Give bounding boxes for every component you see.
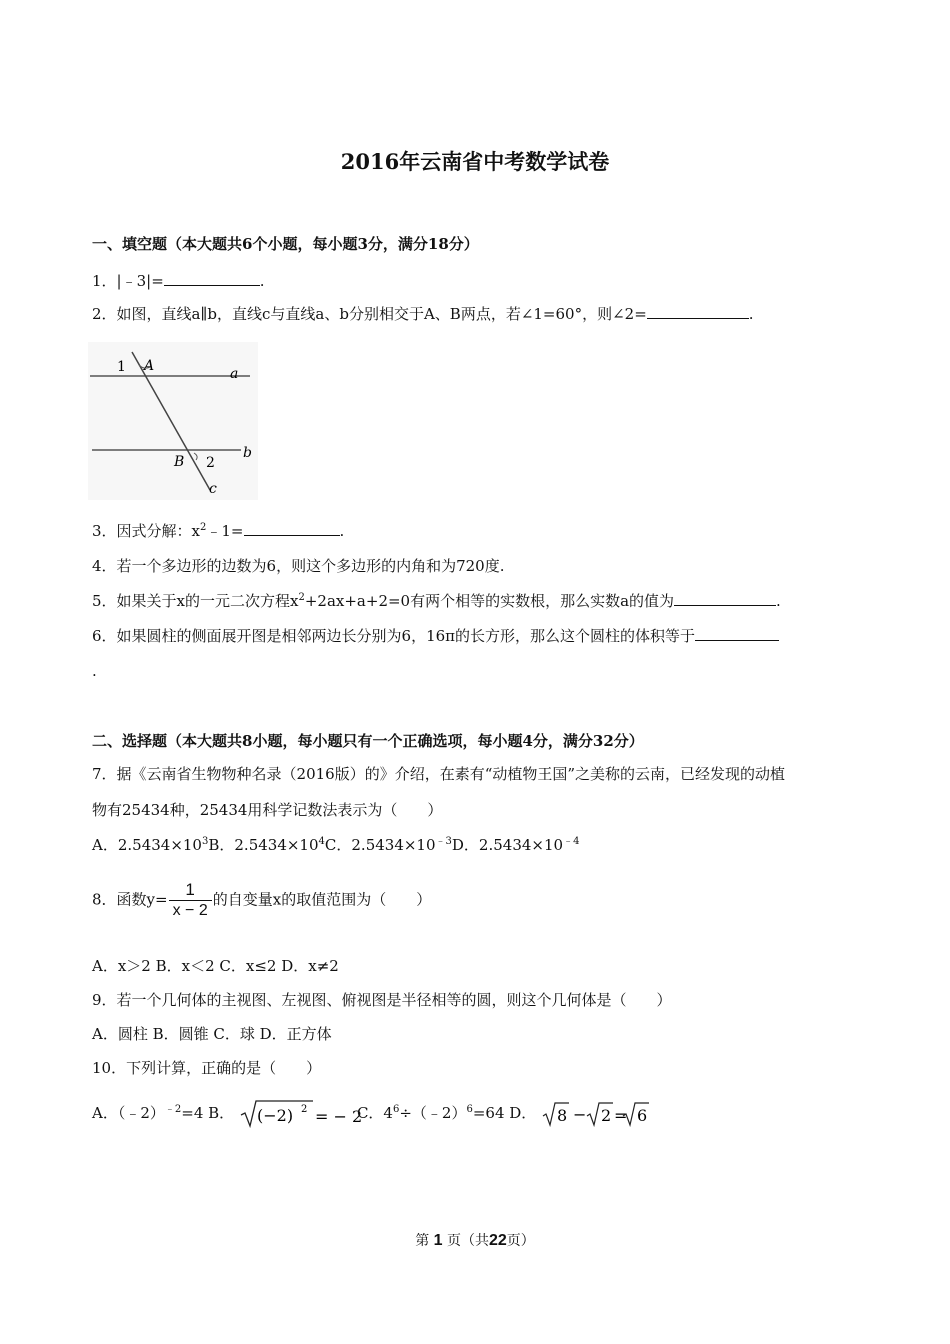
question-5 [92, 590, 781, 611]
question-2 [92, 303, 754, 324]
total-pages: 22 [489, 1232, 507, 1249]
fraction-numerator: 1 [185, 880, 195, 899]
question-3 [92, 520, 344, 541]
label-line-a: a [230, 366, 239, 382]
period: . [259, 272, 265, 290]
section-heading-multiple-choice: 二、选择题（本大题共8小题，每小题只有一个正确选项，每小题4分，满分32分） [92, 732, 644, 750]
exponent: 2 [298, 592, 305, 603]
option-a-rest: =4 B． [181, 1104, 235, 1122]
label-angle-2: 2 [206, 455, 215, 471]
footer-middle: 页（共 [447, 1233, 489, 1249]
question-8-prefix: 8．函数y= [92, 890, 168, 909]
question-6-text: 6．如果圆柱的侧面展开图是相邻两边长分别为6，16π的长方形，那么这个圆柱的体积等于 [92, 627, 696, 645]
option-c: C．2.5434×10 [324, 836, 436, 854]
answer-blank [164, 271, 260, 286]
option-d: D．2.5434×10 [451, 836, 564, 854]
question-7-line-1: 7．据《云南省生物物种名录（2016版）的》介绍，在素有“动植物王国”之美称的云南，已经发现的动植 [92, 765, 786, 783]
radicand-8: 8 [557, 1106, 568, 1125]
footer-suffix: 页） [506, 1233, 535, 1249]
current-page-number: 1 [433, 1232, 443, 1249]
page-footer [0, 1230, 950, 1250]
exponent: 2 [300, 1104, 308, 1115]
question-10: 10．下列计算，正确的是（ ） [92, 1059, 322, 1077]
question-8-options: A．x＞2 B．x＜2 C．x≤2 D．x≠2 [92, 957, 339, 975]
period: . [748, 305, 754, 323]
option-d-sqrt-expression [541, 1099, 653, 1129]
exponent: ﹣3 [435, 836, 452, 847]
radicand-2: 2 [601, 1106, 612, 1125]
question-4: 4．若一个多边形的边数为6，则这个多边形的内角和为720度. [92, 557, 505, 575]
answer-blank [647, 304, 749, 319]
answer-blank [695, 626, 779, 641]
question-8 [92, 880, 431, 921]
question-9-options: A．圆柱 B．圆锥 C．球 D．正方体 [92, 1025, 332, 1043]
answer-blank [244, 521, 340, 536]
option-b-sqrt-expression [239, 1098, 363, 1130]
equals-sign: = [614, 1106, 628, 1125]
parallel-lines-figure [88, 342, 258, 500]
radicand-6: 6 [637, 1106, 648, 1125]
label-point-A: A [144, 358, 155, 374]
question-3-rest: ﹣1= [206, 522, 244, 540]
exponent: ﹣2 [164, 1104, 182, 1115]
question-2-text: 2．如图，直线a∥b，直线c与直线a、b分别相交于A、B两点，若∠1=60°，则∠2= [92, 305, 647, 323]
question-7-line-2: 物有25434种，25434用科学记数法表示为（ ） [92, 801, 443, 819]
question-9: 9．若一个几何体的主视图、左视图、俯视图是半径相等的圆，则这个几何体是（ ） [92, 991, 672, 1009]
fraction-denominator: x − 2 [169, 900, 212, 921]
radicand: (−2) [256, 1106, 294, 1125]
question-3-text: 3．因式分解：x [92, 522, 201, 540]
option-b: B．2.5434×10 [208, 836, 319, 854]
label-angle-1: 1 [117, 359, 126, 375]
option-c: C．4 [356, 1104, 393, 1122]
question-6-period: . [92, 662, 97, 680]
question-8-suffix: 的自变量x的取值范围为（ ） [212, 890, 432, 909]
option-c-rest: =64 D． [472, 1104, 537, 1122]
option-a: A．2.5434×10 [92, 836, 202, 854]
exponent: 6 [392, 1104, 400, 1115]
question-6 [92, 625, 779, 646]
right-hand-side: = − 2 [314, 1107, 363, 1126]
exponent: 3 [201, 836, 209, 847]
option-c-mid: ÷（﹣2） [399, 1104, 467, 1122]
answer-blank [674, 591, 776, 606]
footer-prefix: 第 [415, 1233, 430, 1249]
exponent: 6 [466, 1104, 473, 1115]
minus-sign: − [573, 1105, 587, 1124]
fraction [169, 880, 212, 921]
question-1-text: 1．|﹣3|= [92, 272, 164, 290]
question-7-options [92, 834, 579, 855]
label-line-b: b [243, 445, 252, 461]
period: . [339, 522, 345, 540]
page-title: 2016年云南省中考数学试卷 [340, 149, 610, 174]
question-5-text: 5．如果关于x的一元二次方程x [92, 592, 299, 610]
label-point-B: B [174, 454, 185, 470]
question-10-options [92, 1098, 653, 1130]
label-line-c: c [209, 481, 217, 497]
period: . [776, 592, 781, 610]
option-a: A．（﹣2） [92, 1104, 165, 1122]
exponent: ﹣4 [563, 836, 580, 847]
section-heading-fill-in: 一、填空题（本大题共6个小题，每小题3分，满分18分） [92, 235, 479, 253]
exponent: 4 [318, 836, 325, 847]
exponent: 2 [200, 522, 207, 533]
question-5-rest: +2ax+a+2=0有两个相等的实数根，那么实数a的值为 [304, 592, 675, 610]
question-1 [92, 270, 265, 291]
